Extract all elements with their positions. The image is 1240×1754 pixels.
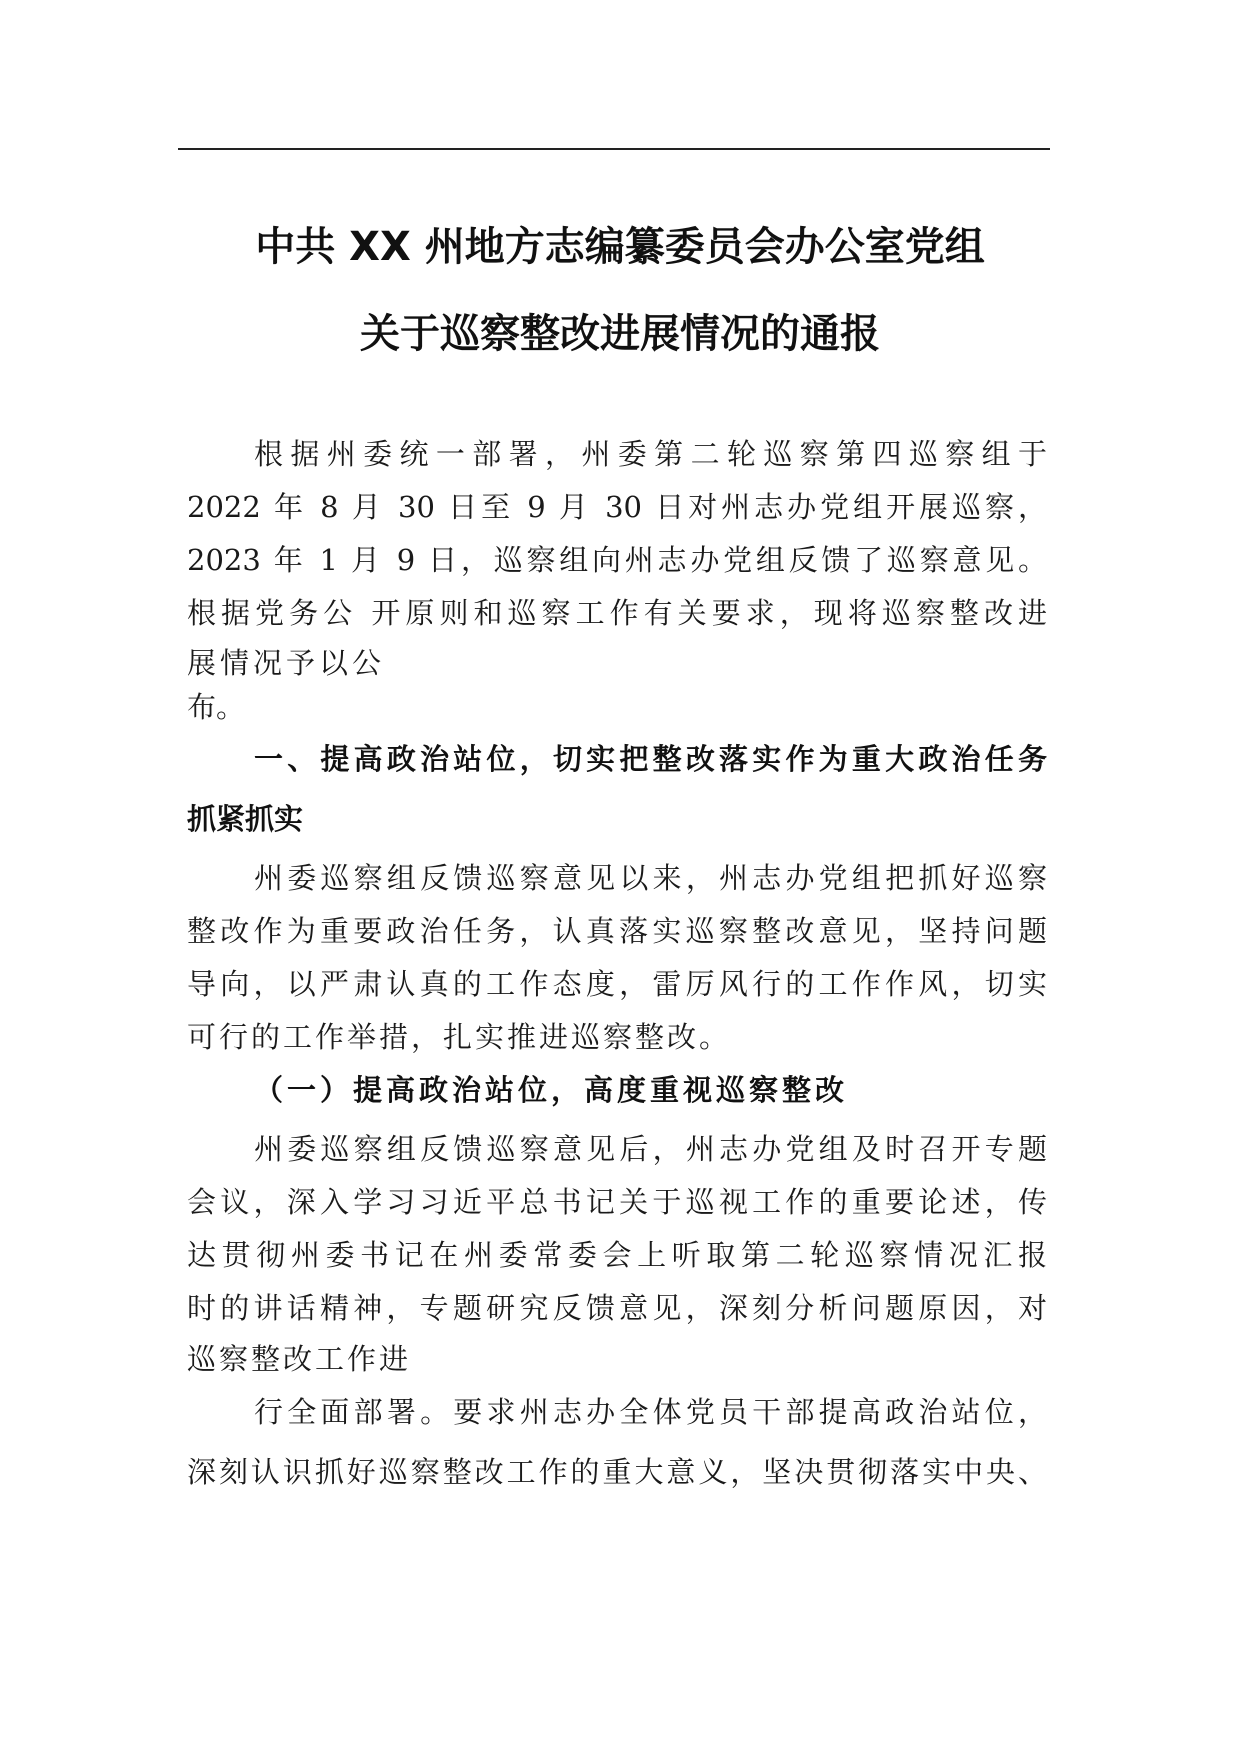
paragraph-line: 州委巡察组反馈巡察意见以来，州志办党组把抓好巡察 [254, 861, 1047, 895]
paragraph-line: 2022 年 8 月 30 日至 9 月 30 日对州志办党组开展巡察， [187, 490, 1047, 524]
paragraph-line: 时的讲话精神，专题研究反馈意见，深刻分析问题原因，对 [187, 1291, 1047, 1325]
paragraph-line: 根据州委统一部署，州委第二轮巡察第四巡察组于 [254, 437, 1047, 471]
paragraph-line: 可行的工作举措，扎实推进巡察整改。 [187, 1020, 732, 1054]
document-title-line-1: 中共 XX 州地方志编纂委员会办公室党组 [255, 224, 985, 270]
paragraph-line: 州委巡察组反馈巡察意见后，州志办党组及时召开专题 [254, 1132, 1047, 1166]
paragraph-line: 导向，以严肃认真的工作态度，雷厉风行的工作作风，切实 [187, 967, 1047, 1001]
section-heading-1: 一、提高政治站位，切实把整改落实作为重大政治任务 [254, 742, 1047, 776]
section-heading-1-continued: 抓紧抓实 [187, 802, 304, 836]
subsection-heading-1: （一）提高政治站位，高度重视巡察整改 [254, 1073, 849, 1107]
paragraph-line: 布。 [187, 690, 246, 724]
document-title-line-2: 关于巡察整改进展情况的通报 [360, 311, 880, 357]
paragraph-line: 根据党务公 开原则和巡察工作有关要求，现将巡察整改进 [187, 596, 1047, 630]
paragraph-line: 巡察整改工作进 [187, 1342, 412, 1376]
paragraph-line: 整改作为重要政治任务，认真落实巡察整改意见，坚持问题 [187, 914, 1047, 948]
paragraph-line: 会议，深入学习习近平总书记关于巡视工作的重要论述，传 [187, 1185, 1047, 1219]
header-rule [178, 148, 1050, 150]
paragraph-line: 行全面部署。要求州志办全体党员干部提高政治站位， [254, 1395, 1047, 1429]
paragraph-line: 深刻认识抓好巡察整改工作的重大意义，坚决贯彻落实中央、 [187, 1455, 1047, 1489]
paragraph-line: 2023 年 1 月 9 日，巡察组向州志办党组反馈了巡察意见。 [187, 543, 1047, 577]
paragraph-line: 展情况予以公 [187, 646, 386, 680]
paragraph-line: 达贯彻州委书记在州委常委会上听取第二轮巡察情况汇报 [187, 1238, 1047, 1272]
